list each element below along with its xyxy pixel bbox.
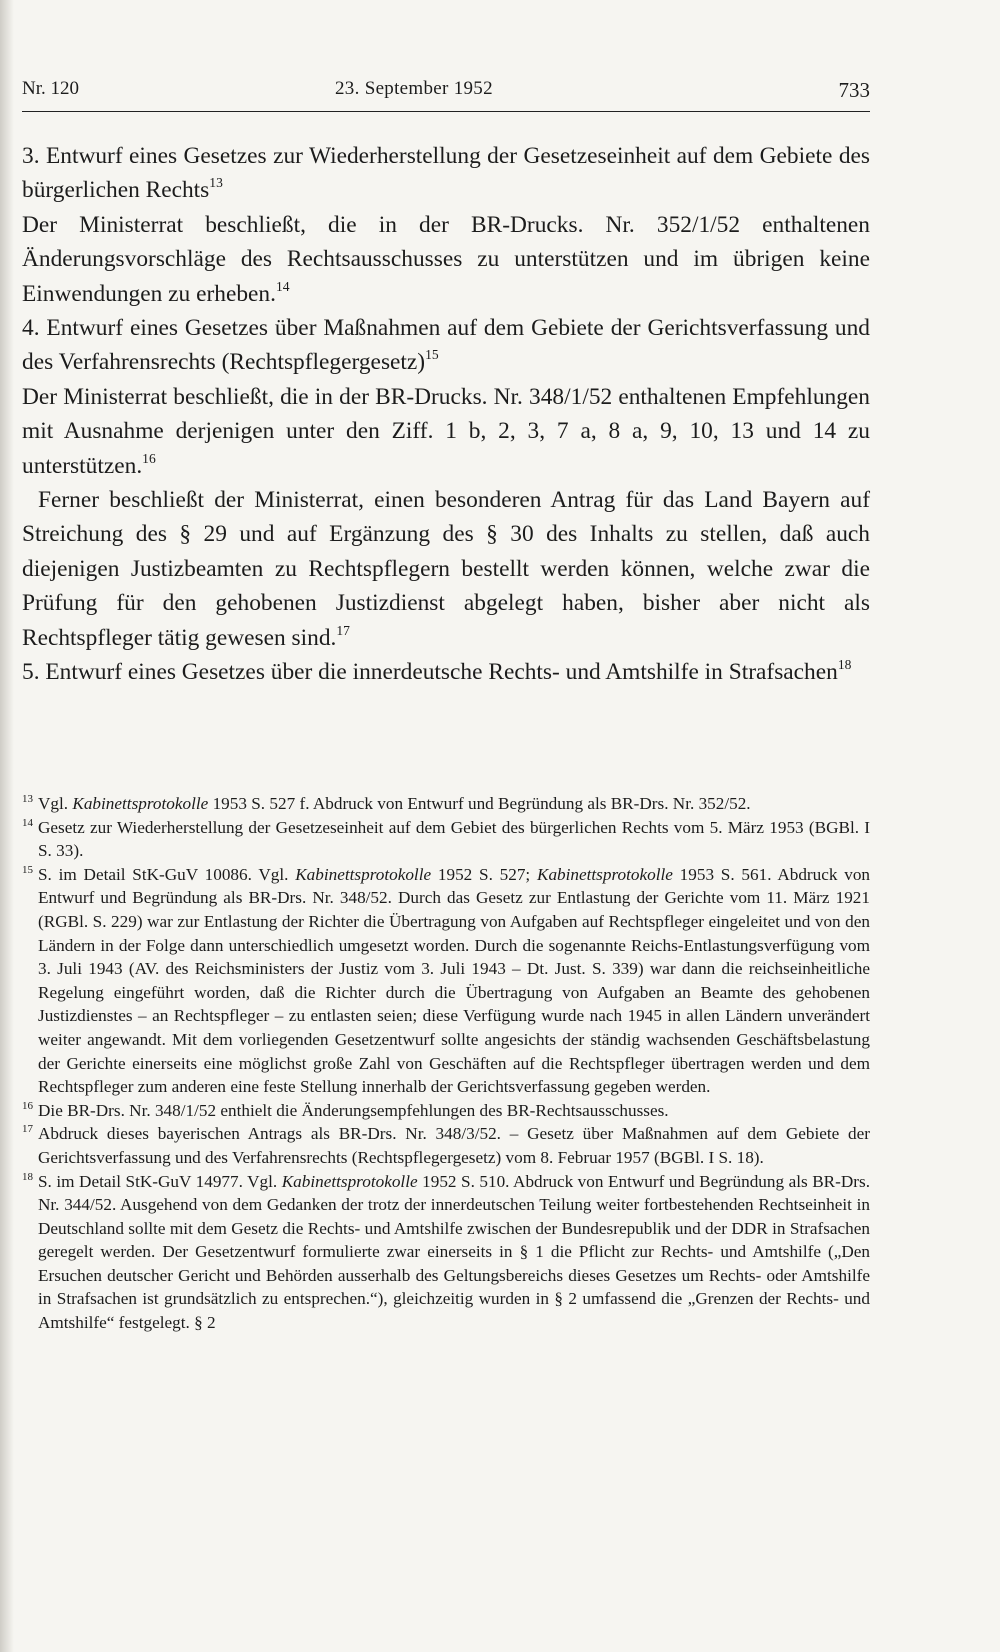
- footnote-14: 14 Gesetz zur Wiederherstellung der Gesetzeseinheit auf dem Gebiet des bürgerlichen Rechts vom 5. März 1953 (BGBl. I S. 33).: [22, 816, 870, 863]
- agenda-item-4-additional-decision: Ferner beschließt der Ministerrat, einen besonderen Antrag für das Land Bayern auf Streichung des § 29 und auf Ergänzung des § 30 des Inhalts zu stellen, daß auch diejenigen Justizbeamten zu Rechtspflegern bestellt werden können, welche zwar die Prüfung für den gehobenen Justizdienst abgelegt haben, bisher aber nicht als Rechtspfleger tätig gewesen sind.$^{17}$: [22, 487, 870, 651]
- agenda-item-3-decision: Der Ministerrat beschließt, die in der BR-Drucks. Nr. 352/1/52 enthaltenen Änderungsvorschläge des Rechtsausschusses zu unterstützen und im übrigen keine Einwendungen zu erheben.$^{14}$: [22, 211, 870, 307]
- agenda-item-4-title: 4. Entwurf eines Gesetzes über Maßnahmen auf dem Gebiete der Gerichtsverfassung und des Verfahrensrechts (Rechtspflegergesetz)$^{15}$: [22, 315, 870, 376]
- session-date: 23. September 1952: [335, 78, 493, 99]
- footnotes: [22, 792, 870, 1335]
- footnote-number: 14: [22, 816, 33, 829]
- footnote-number: 18: [22, 1170, 33, 1183]
- agenda-item-4-decision: Der Ministerrat beschließt, die in der BR-Drucks. Nr. 348/1/52 enthaltenen Empfehlungen mit Ausnahme derjenigen unter den Ziff. 1 b, 2, 3, 7 a, 8 a, 9, 10, 13 und 14 zu unterstützen.$^{16}$: [22, 383, 870, 479]
- footnote-16: 16 Die BR-Drs. Nr. 348/1/52 enthielt die Änderungsempfehlungen des BR-Rechtsausschusses.: [22, 1099, 870, 1123]
- running-header: [22, 78, 870, 106]
- footnote-ref: 15: [425, 347, 439, 363]
- main-text: [22, 139, 870, 690]
- footnote-ref: 18: [837, 657, 852, 673]
- footnote-ref: 14: [275, 278, 290, 294]
- footnote-17: 17 Abdruck dieses bayerischen Antrags als BR-Drs. Nr. 348/3/52. – Gesetz über Maßnahmen auf dem Gebiete der Gerichtsverfassung und des Verfahrensrechts (Rechtspflegergesetz) vom 8. Februar 1957 (BGBl. I S. 18).: [22, 1122, 870, 1169]
- footnote-ref: 17: [336, 622, 350, 638]
- footnote-number: 17: [22, 1123, 33, 1136]
- footnote-13: 13 Vgl. Kabinettsprotokolle 1953 S. 527 f. Abdruck von Entwurf und Begründung als BR-Drs. Nr. 352/52.: [22, 792, 870, 816]
- footnote-18: 18 S. im Detail StK-GuV 14977. Vgl. Kabinettsprotokolle 1952 S. 510. Abdruck von Entwurf und Begründung als BR-Drs. Nr. 344/52. Ausgehend von dem Gedanken der trotz der innerdeutschen Teilung weiter fortbestehenden Rechtseinheit in Deutschland sollte mit dem Gesetz die Rechts- und Amtshilfe zwischen der Bundesrepublik und der DDR in Strafsachen geregelt werden. Der Gesetzentwurf formulierte zwar einerseits in § 1 die Pflicht zur Rechts- und Amtshilfe („Den Ersuchen deutscher Gericht und Behörden ausserhalb des Geltungsbereichs dieses Gesetzes um Rechts- oder Amtshilfe in Strafsachen ist grundsätzlich zu entsprechen.“), gleichzeitig wurden in § 2 umfassend die „Grenzen der Rechts- und Amtshilfe“ festgelegt. § 2: [22, 1170, 870, 1335]
- footnote-15: 15 S. im Detail StK-GuV 10086. Vgl. Kabinettsprotokolle 1952 S. 527; Kabinettsprotokolle 1953 S. 561. Abdruck von Entwurf und Begründung als BR-Drs. Nr. 348/52. Durch das Gesetz zur Entlastung der Gerichte vom 11. März 1921 (RGBl. S. 229) war zur Entlastung der Richter die Übertragung von Aufgaben auf Rechtspfleger eingeleitet und von den Ländern in der Folge dann unterschiedlich umgesetzt worden. Durch die sogenannte Reichs-Entlastungsverfügung vom 3. Juli 1943 (AV. des Reichsministers der Justiz vom 3. Juli 1943 – Dt. Just. S. 339) war dann die reichseinheitliche Regelung eingeführt worden, daß die Richter durch die Übertragung von Aufgaben an Beamte des gehobenen Justizdienstes – an Rechtspfleger – zu entlasten seien; diese Verfügung wurde nach 1945 in allen Ländern unverändert weiter angewandt. Mit dem vorliegenden Gesetzentwurf sollte angesichts der ständig wachsenden Geschäftsbelastung der Gerichte einerseits eine möglichst große Zahl von Geschäften auf die Rechtspfleger übertragen werden und dem Rechtspfleger zum anderen eine feste Stellung innerhalb der Gerichtsverfassung gegeben werden.: [22, 863, 870, 1099]
- footnote-ref: 13: [209, 175, 223, 191]
- header-rule: [22, 111, 870, 112]
- issue-number: Nr. 120: [22, 78, 79, 99]
- agenda-item-3-title: 3. Entwurf eines Gesetzes zur Wiederherstellung der Gesetzeseinheit auf dem Gebiete des bürgerlichen Rechts$^{13}$: [22, 143, 870, 204]
- page-edge-shadow: [0, 0, 14, 1652]
- footnote-number: 15: [22, 863, 33, 876]
- footnote-ref: 16: [142, 450, 156, 466]
- agenda-item-5-title: 5. Entwurf eines Gesetzes über die innerdeutsche Rechts- und Amtshilfe in Strafsachen$^{18}$: [22, 657, 852, 686]
- page-number: 733: [838, 78, 870, 102]
- footnote-number: 13: [22, 793, 33, 805]
- footnote-number: 16: [22, 1099, 33, 1112]
